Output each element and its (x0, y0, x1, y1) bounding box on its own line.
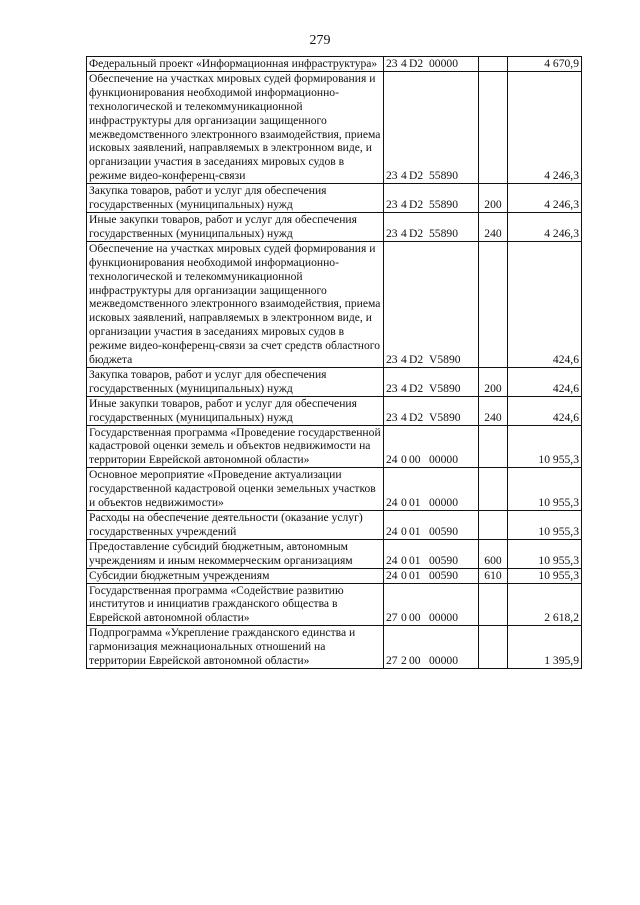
table-row (87, 212, 582, 241)
code-subprogram: 0 (401, 611, 407, 625)
row-sum: 4 246,3 (508, 212, 582, 241)
code-event: 01 (409, 568, 421, 582)
budget-table (86, 56, 582, 669)
code-direction: 00000 (429, 496, 458, 510)
code-direction: 00590 (429, 568, 458, 582)
code-program: 27 (386, 654, 398, 668)
code-subprogram: 2 (401, 654, 407, 668)
code-direction: 00000 (429, 611, 458, 625)
row-expense-type (479, 511, 508, 540)
code-program: 23 (386, 226, 398, 240)
code-event: D2 (409, 353, 424, 367)
row-code (384, 626, 479, 669)
row-expense-type: 610 (479, 568, 508, 583)
row-code (384, 241, 479, 367)
row-code (384, 367, 479, 396)
code-subprogram: 4 (401, 353, 407, 367)
row-name: Иные закупки товаров, работ и услуг для обеспечения государственных (муниципальных) нужд (87, 212, 384, 241)
row-expense-type: 240 (479, 396, 508, 425)
row-sum: 1 395,9 (508, 626, 582, 669)
table-row (87, 511, 582, 540)
row-expense-type: 240 (479, 212, 508, 241)
row-expense-type (479, 626, 508, 669)
table-row (87, 539, 582, 568)
page-number: 279 (309, 33, 331, 48)
row-code (384, 539, 479, 568)
code-event: 00 (409, 453, 421, 467)
row-sum: 4 246,3 (508, 184, 582, 213)
table-row (87, 568, 582, 583)
row-sum: 424,6 (508, 241, 582, 367)
row-name: Подпрограмма «Укрепление гражданского единства и гармонизация межнациональных отношений на территории Еврейской автономной области» (87, 626, 384, 669)
table-row (87, 241, 582, 367)
row-name: Расходы на обеспечение деятельности (оказание услуг) государственных учреждений (87, 511, 384, 540)
code-program: 23 (386, 198, 398, 212)
code-subprogram: 0 (401, 496, 407, 510)
table-row (87, 71, 582, 183)
row-name: Государственная программа «Содействие развитию институтов и инициатив гражданского общества в Еврейской автономной области» (87, 583, 384, 626)
row-code (384, 583, 479, 626)
row-expense-type (479, 241, 508, 367)
table-row (87, 468, 582, 511)
code-direction: 00590 (429, 553, 458, 567)
table-row (87, 396, 582, 425)
row-sum: 4 246,3 (508, 71, 582, 183)
code-direction: 00590 (429, 524, 458, 538)
row-name: Федеральный проект «Информационная инфраструктура» (87, 57, 384, 72)
code-direction: 00000 (429, 654, 458, 668)
code-program: 27 (386, 611, 398, 625)
table-row (87, 626, 582, 669)
table-row (87, 57, 582, 72)
code-program: 23 (386, 410, 398, 424)
row-expense-type (479, 425, 508, 468)
code-event: D2 (409, 226, 424, 240)
row-name: Государственная программа «Проведение государственной кадастровой оценки земель и объектов недвижимости на территории Еврейской автономной области» (87, 425, 384, 468)
table-row (87, 367, 582, 396)
row-sum: 10 955,3 (508, 511, 582, 540)
code-subprogram: 4 (401, 57, 407, 70)
code-program: 23 (386, 169, 398, 183)
row-code (384, 468, 479, 511)
row-code (384, 57, 479, 72)
row-expense-type: 600 (479, 539, 508, 568)
table-row (87, 184, 582, 213)
code-subprogram: 4 (401, 226, 407, 240)
row-name: Основное мероприятие «Проведение актуализации государственной кадастровой оценки земельных участков и объектов недвижимости» (87, 468, 384, 511)
code-event: 01 (409, 496, 421, 510)
row-sum: 2 618,2 (508, 583, 582, 626)
row-expense-type: 200 (479, 367, 508, 396)
code-program: 23 (386, 381, 398, 395)
row-code (384, 425, 479, 468)
code-subprogram: 4 (401, 198, 407, 212)
code-direction: 55890 (429, 226, 458, 240)
code-event: 00 (409, 654, 421, 668)
code-program: 24 (386, 568, 398, 582)
row-code (384, 568, 479, 583)
code-subprogram: 0 (401, 568, 407, 582)
code-program: 23 (386, 353, 398, 367)
code-subprogram: 4 (401, 169, 407, 183)
code-subprogram: 0 (401, 453, 407, 467)
code-event: 01 (409, 524, 421, 538)
code-event: D2 (409, 169, 424, 183)
code-event: D2 (409, 381, 424, 395)
code-direction: 00000 (429, 453, 458, 467)
row-expense-type: 200 (479, 184, 508, 213)
row-code (384, 511, 479, 540)
row-name: Закупка товаров, работ и услуг для обеспечения государственных (муниципальных) нужд (87, 367, 384, 396)
row-code (384, 212, 479, 241)
code-event: 01 (409, 553, 421, 567)
row-expense-type (479, 71, 508, 183)
row-sum: 10 955,3 (508, 468, 582, 511)
code-program: 24 (386, 553, 398, 567)
row-code (384, 71, 479, 183)
code-subprogram: 4 (401, 410, 407, 424)
code-direction: V5890 (429, 410, 461, 424)
row-name: Обеспечение на участках мировых судей формирования и функционирования необходимой информационно-технологической и телекоммуникационной инфраструктуры для организации защищенного межведомственного электронного взаимодействия, приема исковых заявлений, направляемых в электронном виде, и организации участия в заседаниях мировых судов в режиме видео-конференц-связи за счет средств областного бюджета (87, 241, 384, 367)
code-event: 00 (409, 611, 421, 625)
code-direction: V5890 (429, 353, 461, 367)
row-code (384, 396, 479, 425)
table-row (87, 425, 582, 468)
row-expense-type (479, 57, 508, 72)
code-subprogram: 4 (401, 381, 407, 395)
row-sum: 424,6 (508, 367, 582, 396)
table-row (87, 583, 582, 626)
row-sum: 10 955,3 (508, 539, 582, 568)
row-expense-type (479, 583, 508, 626)
code-program: 23 (386, 57, 398, 70)
code-program: 24 (386, 524, 398, 538)
code-event: D2 (409, 410, 424, 424)
row-sum: 10 955,3 (508, 425, 582, 468)
row-sum: 4 670,9 (508, 57, 582, 72)
row-name: Закупка товаров, работ и услуг для обеспечения государственных (муниципальных) нужд (87, 184, 384, 213)
row-sum: 424,6 (508, 396, 582, 425)
code-subprogram: 0 (401, 553, 407, 567)
code-program: 24 (386, 453, 398, 467)
row-code (384, 184, 479, 213)
code-program: 24 (386, 496, 398, 510)
code-event: D2 (409, 198, 424, 212)
row-sum: 10 955,3 (508, 568, 582, 583)
code-subprogram: 0 (401, 524, 407, 538)
code-direction: 55890 (429, 198, 458, 212)
row-name: Предоставление субсидий бюджетным, автономным учреждениям и иным некоммерческим организациям (87, 539, 384, 568)
code-event: D2 (409, 57, 424, 70)
code-direction: V5890 (429, 381, 461, 395)
row-name: Обеспечение на участках мировых судей формирования и функционирования необходимой информационно-технологической и телекоммуникационной инфраструктуры для организации защищенного межведомственного электронного взаимодействия, приема исковых заявлений, направляемых в электронном виде, и организации участия в заседаниях мировых судов в режиме видео-конференц-связи (87, 71, 384, 183)
row-name: Иные закупки товаров, работ и услуг для обеспечения государственных (муниципальных) нужд (87, 396, 384, 425)
row-name: Субсидии бюджетным учреждениям (87, 568, 384, 583)
code-direction: 00000 (429, 57, 458, 70)
row-expense-type (479, 468, 508, 511)
code-direction: 55890 (429, 169, 458, 183)
